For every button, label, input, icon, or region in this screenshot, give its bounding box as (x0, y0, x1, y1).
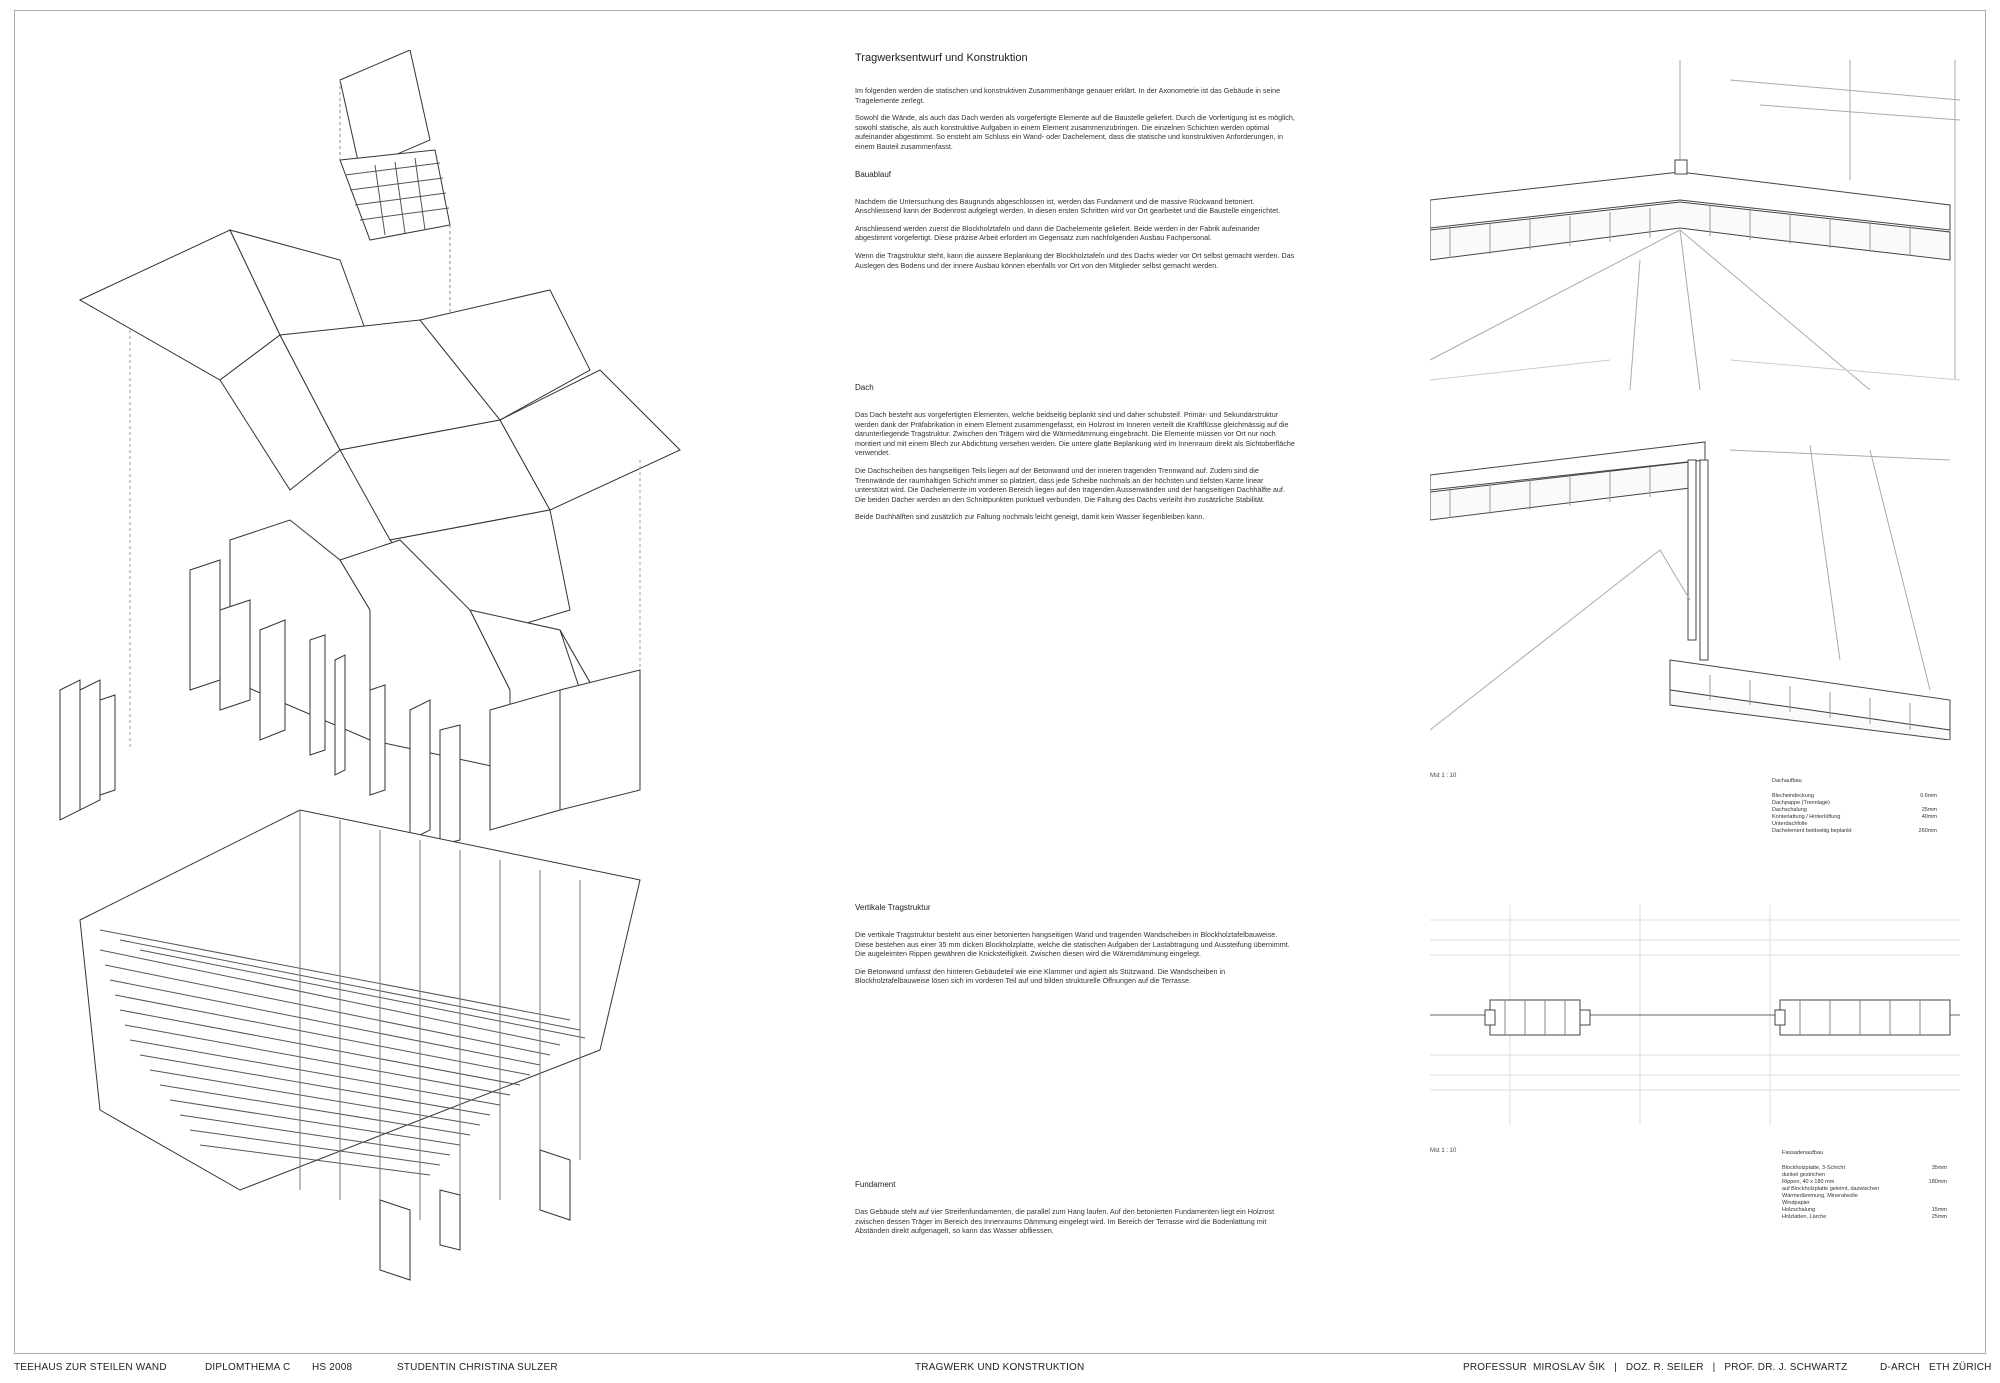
footer-school: D-ARCH ETH ZÜRICH (1880, 1362, 1992, 1373)
bauablauf-paragraph: Nachdem die Untersuchung des Baugrunds abgeschlossen ist, werden das Fundament und die massive Rückwand betoniert. Anschliessend kann der Bodenrost aufgelegt werden. In diesen ersten Schritten wird vor Ort gearbeitet und die Baustelle eingerichtet. (855, 196, 1281, 216)
legend-heading: Dachaufbau (1772, 778, 1802, 784)
footer-project: TEEHAUS ZUR STEILEN WAND (14, 1362, 167, 1373)
legend-row: Blockholzplatte, 3-Schicht 35mm (1782, 1165, 1947, 1171)
legend-row: Blecheindeckung 0.6mm (1772, 793, 1937, 799)
legend-row: Holzlatten, Lärche 25mm (1782, 1214, 1947, 1220)
fassadenaufbau-legend (1782, 1150, 1947, 1221)
section-heading-vertikal: Vertikale Tragstruktur (855, 903, 931, 912)
dach-paragraph: Das Dach besteht aus vorgefertigten Elementen, welche beidseitig beplankt sind und daher schubsteif. Primär- und Sekundärstruktur werden dank der Präfabrikation in einem Element zusammengefasst, ein Holzrost im Inneren verteilt die Kraftflüsse gleichmässig auf die darunterliegende Tragstruktur. Zwischen den Trägern wird die Wärmedämmung eingebracht. Die Elemente müssen vor Ort nur noch montiert und mit einem Blech zur Abdichtung versehen werden. Die untere glatte Beplankung wird im Innenraum direkt als Sichtoberfläche verwendet. (855, 410, 1295, 458)
dach-paragraph: Beide Dachhälften sind zusätzlich zur Faltung nochmals leicht geneigt, damit kein Wasser liegenbleiben kann. (855, 512, 1205, 522)
vertikal-paragraph: Die vertikale Tragstruktur besteht aus einer betonierten hangseitigen Wand und tragenden Wandscheiben in Blockholztafelbauweise. Diese bestehen aus einer 35 mm dicken Blockholzplatte, welche die statischen Aufgaben der Lastabtragung und Aussteifung übernimmt. Die augeleimten Rippen gewähren die Knicksteifigkeit. Zwischen diesen wird die Wäremdämmung eingelegt. (855, 930, 1290, 959)
section-dach (855, 383, 1295, 530)
legend-row: Dachpappe (Trennlage) (1772, 800, 1830, 806)
legend-row: Konterlattung / Hinterlüftung 40mm (1772, 814, 1937, 820)
dachaufbau-legend (1772, 778, 1937, 835)
legend-row: Wärmedämmung, Mineralwolle (1782, 1193, 1858, 1199)
legend-row: dunkel gestrichen (1782, 1172, 1826, 1178)
legend-row: Dachschalung 25mm (1772, 807, 1937, 813)
legend-row: Holzschalung 15mm (1782, 1207, 1947, 1213)
section-fundament (855, 1180, 1295, 1244)
bauablauf-paragraph: Wenn die Tragstruktur steht, kann die aussere Beplankung der Blockholztafeln und des Dachs wieder vor Ort selbst gemacht werden. Das Auslegen des Bodens und der innere Ausbau können ebenfalls vor Ort von den Mitglieder selbst gemacht werden. (855, 250, 1295, 270)
footer-course: DIPLOMTHEMA C (205, 1362, 291, 1373)
section-heading-dach: Dach (855, 383, 874, 392)
eave-detail (1430, 430, 1960, 740)
text-column (855, 52, 1295, 278)
floor-structure (80, 810, 640, 1280)
roof-ridge-detail (1430, 60, 1960, 390)
legend-row: auf Blockholzplatte geleimt, dazwischen (1782, 1186, 1880, 1192)
scale-label-roof: Mst 1 : 10 (1430, 773, 1457, 779)
dach-paragraph: Die Dachscheiben des hangseitigen Teils liegen auf der Betonwand und der inneren tragenden Trennwand auf. Zudem sind die Trennwände der raumhaltigen Schicht immer so platziert, dass jede Scheibe nochmals an der höchsten und tiefsten Kante linear unterstützt wird. Die Dachelemente im vorderen Bereich liegen auf den tragenden Aussenwänden und der hangseitigen Dachhälfte auf. Die beiden Dächer werden an den Schnittpunkten punktuell verbunden. Die Faltung des Dachs verleiht ihm zusätzliche Stabilität. (855, 465, 1285, 504)
vertikal-paragraph: Die Betonwand umfasst den hinteren Gebäudeteil wie eine Klammer und agiert als Stützwand. Die Wandscheiben in Blockholztafelbauweise lösen sich im vorderen Teil auf und bilden strukturelle Öffnungen auf die Terrasse. (855, 966, 1226, 986)
legend-row: Dachelement beidseitig beplankt 260mm (1772, 828, 1937, 834)
legend-row: Unterdachfolie (1772, 821, 1808, 827)
intro-paragraph: Sowohl die Wände, als auch das Dach werden als vorgefertigte Elemente auf die Baustelle geliefert. Durch die Vorfertigung ist es möglich, sowohl statische, als auch konstruktive Aufgaben in einem Element zusammenzubringen. Die einzelnen Schichten werden optimal aufeinander abgestimmt. So ensteht am Schluss ein Wand- oder Dachelement, dass die statische und konstruktiven Anforderungen, in einem Bauteil zusammenfasst. (855, 113, 1295, 151)
footer-semester: HS 2008 (312, 1362, 353, 1373)
page-title: Tragwerksentwurf und Konstruktion (855, 52, 1028, 64)
footer-student: STUDENTIN CHRISTINA SULZER (397, 1362, 558, 1373)
footer-subject: TRAGWERK UND KONSTRUKTION (915, 1362, 1085, 1373)
fundament-paragraph: Das Gebäude steht auf vier Streifenfundamenten, die parallel zum Hang laufen. Auf den betonierten Fundamenten liegt ein Holzrost zwischen dessen Träger im Bereich des Innenraums Dämmung eingelegt wird. Im Bereich der Terrasse wird die Bodenlattung mit Abständen direkt aufgenagelt, so kann das Wasser abfliessen. (855, 1207, 1275, 1236)
exploded-axonometric (40, 50, 800, 1300)
legend-row: Rippen, 40 x 180 mm 180mm (1782, 1179, 1947, 1185)
footer-credits: PROFESSUR MIROSLAV ŠIK | DOZ. R. SEILER | PROF. DR. J. SCHWARTZ (1463, 1362, 1848, 1373)
section-heading-bauablauf: Bauablauf (855, 169, 892, 179)
scale-label-wall: Mst 1 : 10 (1430, 1148, 1457, 1154)
intro-paragraph: Im folgenden werden die statischen und konstruktiven Zusammenhänge genauer erklärt. In der Axonometrie ist das Gebäude in seine Tragelemente zerlegt. (855, 86, 1281, 105)
legend-heading: Fassadenaufbau (1782, 1150, 1823, 1156)
section-heading-fundament: Fundament (855, 1180, 896, 1189)
bauablauf-paragraph: Anschliessend werden zuerst die Blockholztafeln und dann die Dachelemente geliefert. Beide werden in der Fabrik aufeinander abgestimmt vorgefertigt. Diese präzise Arbeit erfordert im Gegensatz zum nachfolgenden Ausbau Fachpersonal. (855, 223, 1260, 243)
legend-row: Windpapier (1782, 1200, 1810, 1206)
section-vertikal (855, 903, 1295, 994)
wall-plan-detail (1430, 905, 1960, 1145)
